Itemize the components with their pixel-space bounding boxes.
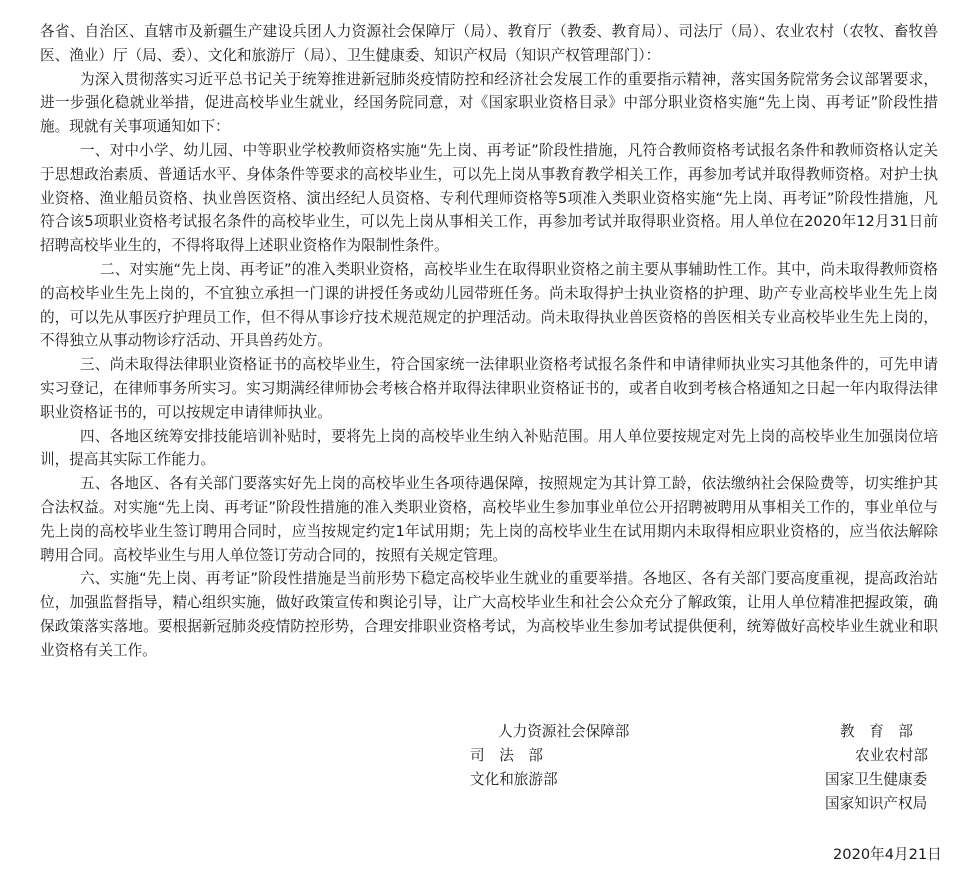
signatory-agriculture: 农业农村部 [855,747,928,764]
paragraph-2: 二、对实施“先上岗、再考证”的准入类职业资格，高校毕业生在取得职业资格之前主要从事辅助性工作。其中，尚未取得教师资格的高校毕业生先上岗的，不宜独立承担一门课的讲授任务或幼儿园带班任务。尚未取得护士执业资格的护理、助产专业高校毕业生先上岗的，可以先从事医疗护理员工作，但不得从事诊疗技术规范规定的护理活动。尚未取得执业兽医资格的兽医相关专业高校毕业生先上岗的，不得独立从事动物诊疗活动、开具兽药处方。 [40,260,938,350]
document-date: 2020年4月21日 [833,846,942,863]
paragraph-1: 一、对中小学、幼儿园、中等职业学校教师资格实施“先上岗、再考证”阶段性措施，凡符合教师资格考试报名条件和教师资格认定关于思想政治素质、普通话水平、身体条件等要求的高校毕业生，可以先上岗从事教育教学相关工作，再参加考试并取得教师资格。对护士执业资格、渔业船员资格、执业兽医资格、演出经纪人员资格、专利代理师资格等5项准入类职业资格实施“先上岗、再考证”阶段性措施，凡符合该5项职业资格考试报名条件的高校毕业生，可以先上岗从事相关工作，再参加考试并取得职业资格。用人单位在2020年12月31日前招聘高校毕业生的，不得将取得上述职业资格作为限制性条件。 [40,141,938,255]
signatory-ip: 国家知识产权局 [825,795,928,812]
paragraph-5: 五、各地区、各有关部门要落实好先上岗的高校毕业生各项待遇保障，按照规定为其计算工龄，依法缴纳社会保险费等，切实维护其合法权益。对实施“先上岗、再考证”阶段性措施的准入类职业资格，高校毕业生参加事业单位公开招聘被聘用从事相关工作的，事业单位与先上岗的高校毕业生签订聘用合同时，应当按规定约定1年试用期；先上岗的高校毕业生在试用期内未取得相应职业资格的，应当依法解除聘用合同。高校毕业生与用人单位签订劳动合同的，按照有关规定管理。 [40,475,938,564]
signatory-health: 国家卫生健康委 [825,771,928,788]
signatory-justice: 司 法 部 [470,747,543,764]
paragraph-intro: 为深入贯彻落实习近平总书记关于统筹推进新冠肺炎疫情防控和经济社会发展工作的重要指示精神，落实国务院常务会议部署要求，进一步强化稳就业举措，促进高校毕业生就业，经国务院同意，对《国家职业资格目录》中部分职业资格实施“先上岗、再考证”阶段性措施。现就有关事项通知如下： [40,70,938,136]
document-body [40,20,938,663]
recipients-line: 各省、自治区、直辖市及新疆生产建设兵团人力资源社会保障厅（局）、教育厅（教委、教育局）、司法厅（局）、农业农村（农牧、畜牧兽医、渔业）厅（局、委）、文化和旅游厅（局）、卫生健康委、知识产权局（知识产权管理部门）： [40,23,938,64]
paragraph-6: 六、实施“先上岗、再考证”阶段性措施是当前形势下稳定高校毕业生就业的重要举措。各地区、各有关部门要高度重视，提高政治站位，加强监督指导，精心组织实施，做好政策宣传和舆论引导，让广大高校毕业生和社会公众充分了解政策，让用人单位精准把握政策，确保政策落实落地。要根据新冠肺炎疫情防控形势，合理安排职业资格考试，为高校毕业生参加考试提供便利，统筹做好高校毕业生就业和职业资格有关工作。 [40,570,938,659]
signatory-education: 教 育 部 [840,723,913,740]
signatory-culture: 文化和旅游部 [470,771,558,788]
paragraph-3: 三、尚未取得法律职业资格证书的高校毕业生，符合国家统一法律职业资格考试报名条件和申请律师执业实习其他条件的，可先申请实习登记，在律师事务所实习。实习期满经律师协会考核合格并取得法律职业资格证书的，或者自收到考核合格通知之日起一年内取得法律职业资格证书的，可以按规定申请律师执业。 [40,356,938,421]
paragraph-4: 四、各地区统筹安排技能培训补贴时，要将先上岗的高校毕业生纳入补贴范围。用人单位要按规定对先上岗的高校毕业生加强岗位培训，提高其实际工作能力。 [40,427,938,469]
signatory-hr: 人力资源社会保障部 [498,723,630,740]
